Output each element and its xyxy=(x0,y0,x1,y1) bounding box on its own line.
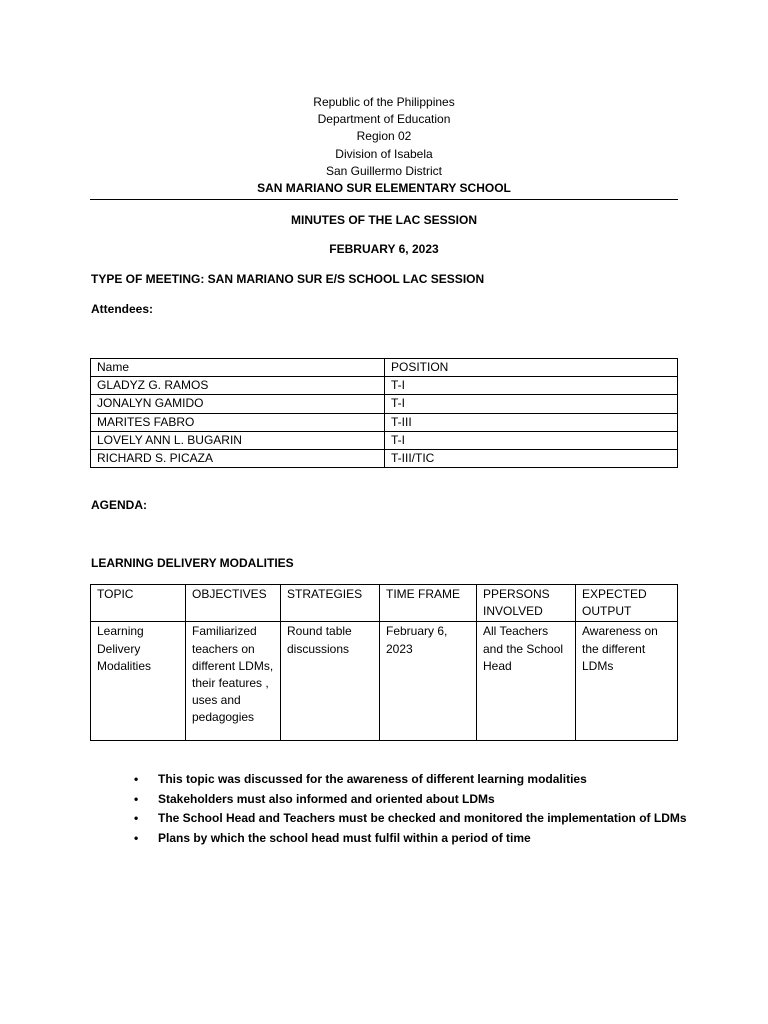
table-header-cell: TOPIC xyxy=(91,585,186,622)
list-item: • This topic was discussed for the awareness of different learning modalities xyxy=(158,770,687,790)
strategies-cell: Round table discussions xyxy=(281,622,380,741)
list-item: • Stakeholders must also informed and oriented about LDMs xyxy=(158,790,687,810)
attendee-name: MARITES FABRO xyxy=(91,413,385,431)
attendee-position: T-I xyxy=(385,395,678,413)
list-item: • Plans by which the school head must fulfil within a period of time xyxy=(158,829,687,849)
header-divider xyxy=(90,199,678,200)
table-row xyxy=(91,431,678,449)
meeting-type: TYPE OF MEETING: SAN MARIANO SUR E/S SCHOOL LAC SESSION xyxy=(91,272,485,286)
attendees-label: Attendees: xyxy=(91,302,154,316)
persons-involved-cell: All Teachers and the School Head xyxy=(477,622,576,741)
table-header-cell: PPERSONS INVOLVED xyxy=(477,585,576,622)
attendee-position: T-I xyxy=(385,431,678,449)
table-row xyxy=(91,449,678,467)
section-title: LEARNING DELIVERY MODALITIES xyxy=(91,556,294,570)
document-date: FEBRUARY 6, 2023 xyxy=(329,242,439,256)
attendee-name: RICHARD S. PICAZA xyxy=(91,449,385,467)
letterhead-line: Division of Isabela xyxy=(335,146,433,161)
document-title: MINUTES OF THE LAC SESSION xyxy=(290,213,477,227)
table-header-cell: EXPECTED OUTPUT xyxy=(576,585,678,622)
attendee-name: JONALYN GAMIDO xyxy=(91,395,385,413)
table-header-row xyxy=(91,359,678,377)
agenda-label: AGENDA: xyxy=(91,498,147,512)
attendee-position: T-I xyxy=(385,377,678,395)
table-header-cell: POSITION xyxy=(385,359,678,377)
table-header-cell: TIME FRAME xyxy=(380,585,477,622)
attendee-name: LOVELY ANN L. BUGARIN xyxy=(91,431,385,449)
topic-cell: Learning Delivery Modalities xyxy=(91,622,186,741)
table-row xyxy=(91,413,678,431)
table-header-row xyxy=(91,585,678,622)
time-frame-cell: February 6, 2023 xyxy=(380,622,477,741)
table-row xyxy=(91,622,678,741)
table-header-cell: STRATEGIES xyxy=(281,585,380,622)
letterhead-line: Republic of the Philippines xyxy=(313,95,455,109)
table-header-cell: Name xyxy=(91,359,385,377)
table-row xyxy=(91,395,678,413)
school-name: SAN MARIANO SUR ELEMENTARY SCHOOL xyxy=(257,181,511,196)
list-item: • The School Head and Teachers must be checked and monitored the implementation of LDMs xyxy=(158,809,687,829)
discussion-notes xyxy=(158,770,687,848)
attendees-table xyxy=(90,358,678,468)
attendee-name: GLADYZ G. RAMOS xyxy=(91,377,385,395)
table-header-cell: OBJECTIVES xyxy=(186,585,281,622)
agenda-table xyxy=(90,584,678,741)
letterhead xyxy=(90,94,678,197)
letterhead-line: Department of Education xyxy=(317,112,451,127)
objectives-cell: Familiarized teachers on different LDMs, their features , uses and pedagogies xyxy=(186,622,281,741)
attendee-position: T-III/TIC xyxy=(385,449,678,467)
expected-output-cell: Awareness on the different LDMs xyxy=(576,622,678,741)
table-row xyxy=(91,377,678,395)
letterhead-line: Region 02 xyxy=(356,129,412,144)
attendee-position: T-III xyxy=(385,413,678,431)
letterhead-line: San Guillermo District xyxy=(325,163,443,178)
